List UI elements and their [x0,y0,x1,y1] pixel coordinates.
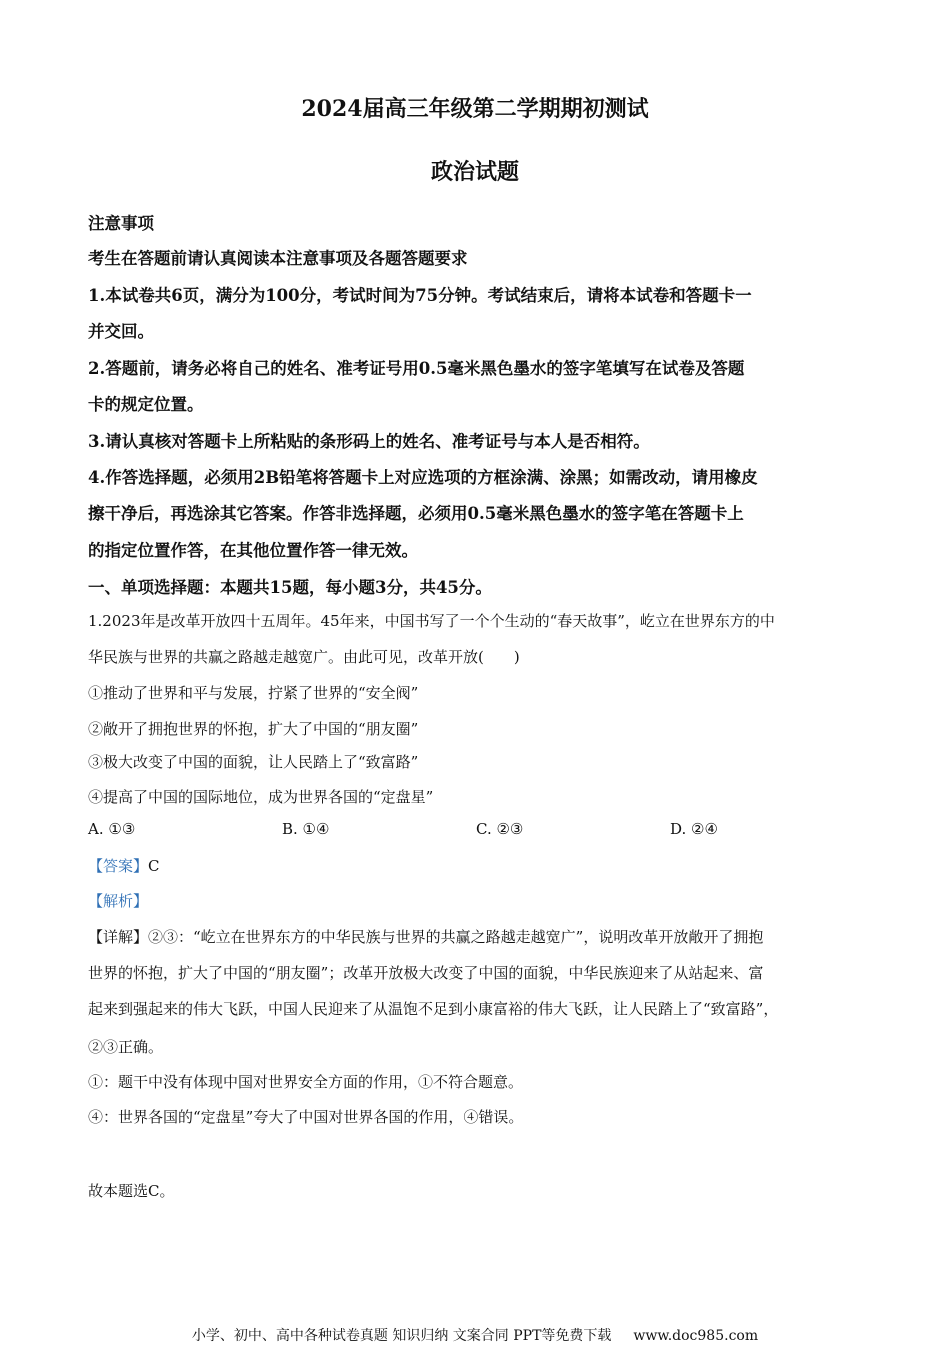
page-subtitle: 政治试题 [430,159,519,185]
question-stem-line-2: 华民族与世界的共赢之路越走越宽广。由此可见，改革开放( ) [88,648,520,666]
option-a: A. ①③ [88,820,136,838]
detail-line-1: 【详解】②③：“屹立在世界东方的中华民族与世界的共赢之路越走越宽广”，说明改革开放敞开了拥抱 [88,928,764,946]
statement-1: ①推动了世界和平与发展，拧紧了世界的“安全阀” [88,684,419,702]
notice-heading: 注意事项 [88,214,154,233]
notice-item-4-line-3: 的指定位置作答，在其他位置作答一律无效。 [88,541,418,560]
notice-item-2-line-1: 2.答题前，请务必将自己的姓名、准考证号用0.5毫米黑色墨水的签字笔填写在试卷及答题 [88,359,745,378]
answer-value: C [148,857,160,875]
notice-item-3-line-1: 3.请认真核对答题卡上所粘贴的条形码上的姓名、准考证号与本人是否相符。 [88,432,650,451]
notice-item-4-line-2: 擦干净后，再选涂其它答案。作答非选择题，必须用0.5毫米黑色墨水的签字笔在答题卡上 [88,504,744,523]
notice-item-4-line-1: 4.作答选择题，必须用2B铅笔将答题卡上对应选项的方框涂满、涂黑；如需改动，请用橡皮 [88,468,758,487]
section-heading: 一、单项选择题：本题共15题，每小题3分，共45分。 [88,578,492,597]
option-b: B. ①④ [282,820,330,838]
analysis-tag: 【解析】 [88,892,149,910]
question-stem-line-1: 1.2023年是改革开放四十五周年。45年来，中国书写了一个个生动的“春天故事”，屹立在世界东方的中 [88,612,775,630]
answer-line [88,855,872,876]
detail-line-2: 世界的怀抱，扩大了中国的“朋友圈”；改革开放极大改变了中国的面貌，中华民族迎来了从站起来、富 [88,964,764,982]
notice-intro: 考生在答题前请认真阅读本注意事项及各题答题要求 [88,249,468,268]
detail-line-6: ④：世界各国的“定盘星”夸大了中国对世界各国的作用，④错误。 [88,1108,524,1126]
notice-item-1-line-1: 1.本试卷共6页，满分为100分，考试时间为75分钟。考试结束后，请将本试卷和答题卡一 [88,286,752,305]
detail-line-5: ①：题干中没有体现中国对世界安全方面的作用，①不符合题意。 [88,1073,524,1091]
notice-item-1-line-2: 并交回。 [88,322,154,341]
page-title: 2024届高三年级第二学期期初测试 [301,96,649,122]
statement-2: ②敞开了拥抱世界的怀抱，扩大了中国的“朋友圈” [88,720,419,738]
statement-4: ④提高了中国的国际地位，成为世界各国的“定盘星” [88,788,434,806]
footer-text: 小学、初中、高中各种试卷真题 知识归纳 文案合同 PPT等免费下载 [191,1328,612,1344]
notice-item-2-line-2: 卡的规定位置。 [88,395,204,414]
option-d: D. ②④ [670,820,718,838]
option-c: C. ②③ [476,820,524,838]
page-footer [0,1325,950,1345]
conclusion: 故本题选C。 [88,1182,175,1200]
detail-line-3: 起来到强起来的伟大飞跃，中国人民迎来了从温饱不足到小康富裕的伟大飞跃，让人民踏上了“致富路”， [88,1000,779,1018]
footer-url[interactable]: www.doc985.com [633,1328,759,1344]
detail-line-4: ②③正确。 [88,1038,164,1056]
answer-tag: 【答案】 [88,857,149,875]
statement-3: ③极大改变了中国的面貌，让人民踏上了“致富路” [88,753,419,771]
